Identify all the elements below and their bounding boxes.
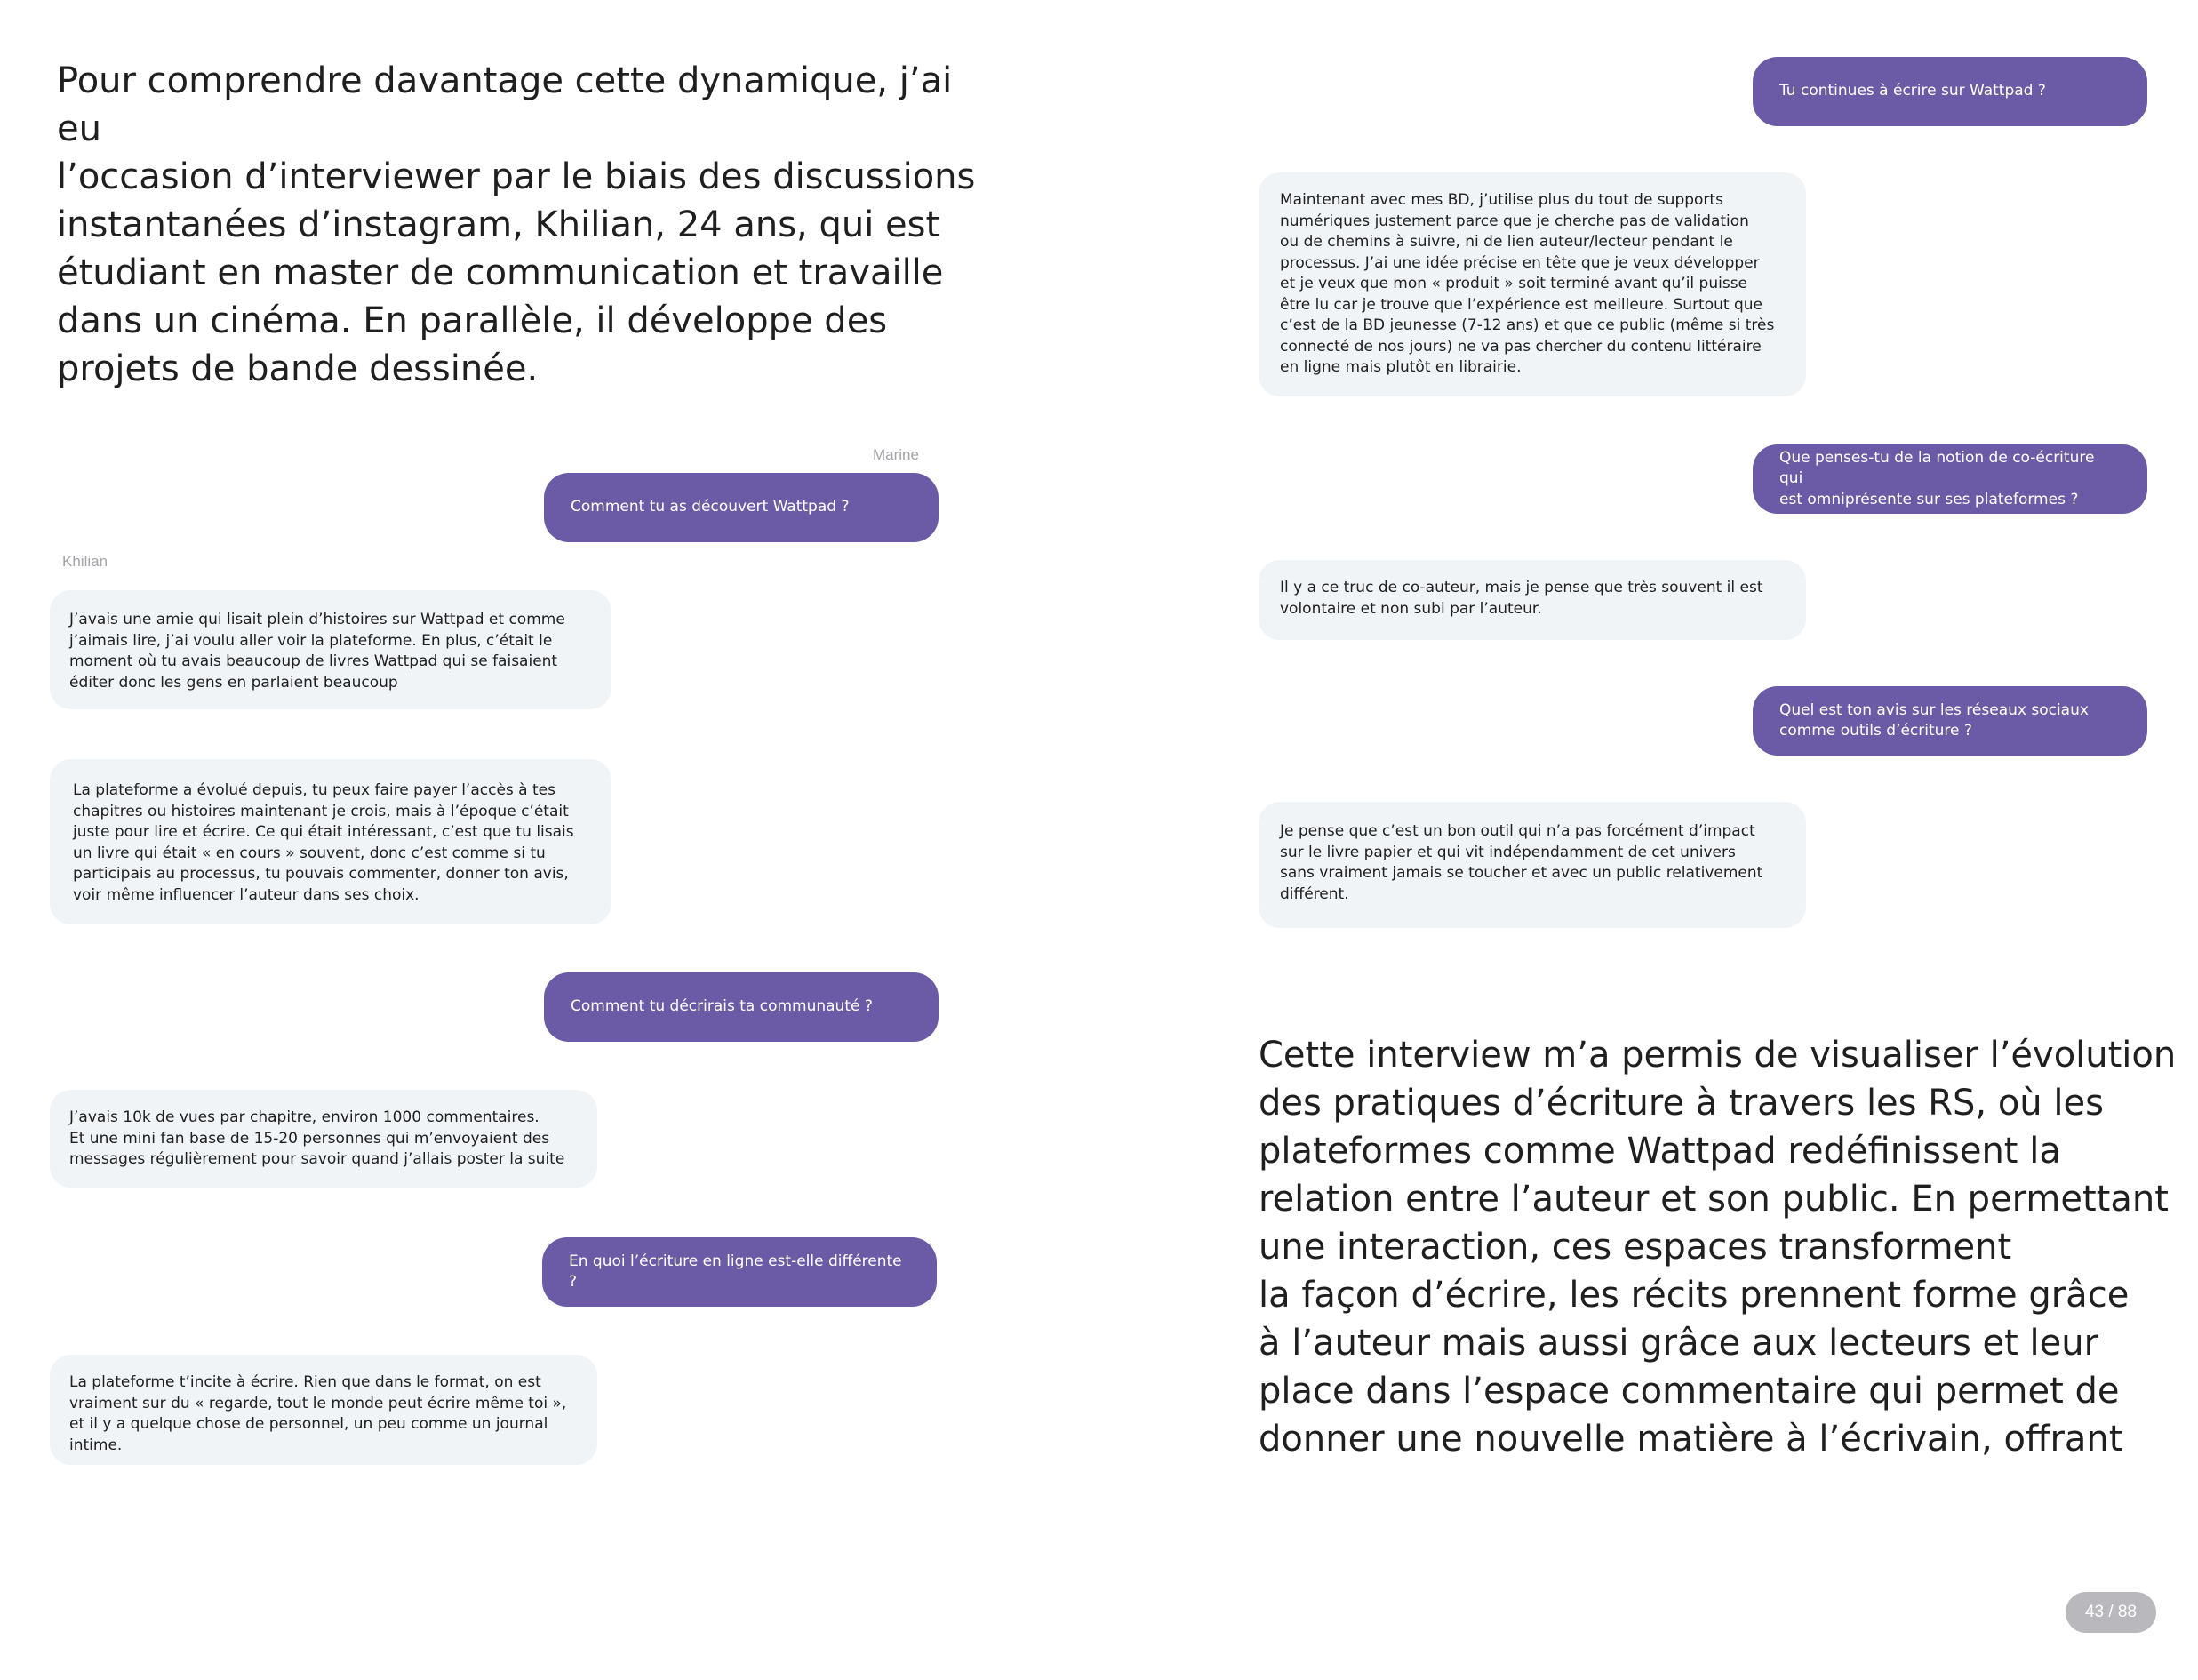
message-sent: Que penses-tu de la notion de co-écriture qui est omniprésente sur ses plateformes ? bbox=[1753, 444, 2147, 514]
message-received: Je pense que c’est un bon outil qui n’a pas forcément d’impact sur le livre papier et qui vit indépendamment de cet univers sans vraiment jamais se toucher et avec un public relativement différent. bbox=[1259, 802, 1806, 928]
interviewee-name-label: Khilian bbox=[62, 553, 108, 570]
message-sent: En quoi l’écriture en ligne est-elle différente ? bbox=[542, 1237, 937, 1307]
message-received: La plateforme t’incite à écrire. Rien que dans le format, on est vraiment sur du « regarde, tout le monde peut écrire même toi », et il y a quelque chose de personnel, un peu comme un journal intime. bbox=[50, 1355, 597, 1465]
message-received: Il y a ce truc de co-auteur, mais je pense que très souvent il est volontaire et non subi par l’auteur. bbox=[1259, 560, 1806, 640]
message-sent: Comment tu as découvert Wattpad ? bbox=[544, 473, 939, 542]
message-received: J’avais une amie qui lisait plein d’histoires sur Wattpad et comme j’aimais lire, j’ai voulu aller voir la plateforme. En plus, c’était le moment où tu avais beaucoup de livres Wattpad qui se faisaient éditer donc les gens en parlaient beaucoup bbox=[50, 590, 611, 709]
message-sent: Quel est ton avis sur les réseaux sociaux comme outils d’écriture ? bbox=[1753, 686, 2147, 756]
intro-paragraph: Pour comprendre davantage cette dynamique, j’ai eu l’occasion d’interviewer par le biais des discussions instantanées d’instagram, Khilian, 24 ans, qui est étudiant en master de communication et travaille dans un cinéma. En parallèle, il développe des projets de bande dessinée. bbox=[57, 60, 976, 389]
message-sent: Comment tu décrirais ta communauté ? bbox=[544, 972, 939, 1042]
page-number-badge: 43 / 88 bbox=[2066, 1592, 2156, 1633]
message-received: J’avais 10k de vues par chapitre, environ 1000 commentaires. Et une mini fan base de 15-20 personnes qui m’envoyaient des messages régulièrement pour savoir quand j’allais poster la suite bbox=[50, 1090, 597, 1188]
message-sent: Tu continues à écrire sur Wattpad ? bbox=[1753, 57, 2147, 126]
message-received: La plateforme a évolué depuis, tu peux faire payer l’accès à tes chapitres ou histoires maintenant je crois, mais à l’époque c’était juste pour lire et écrire. Ce qui était intéressant, c’est que tu lisais un livre qui était « en cours » souvent, donc c’est comme si tu participais au processus, tu pouvais commenter, donner ton avis, voir même influencer l’auteur dans ses choix. bbox=[50, 759, 611, 924]
conclusion-paragraph: Cette interview m’a permis de visualiser l’évolution des pratiques d’écriture à travers les RS, où les plateformes comme Wattpad redéfinissent la relation entre l’auteur et son public. En permettant une interaction, ces espaces transforment la façon d’écrire, les récits prennent forme grâce à l’auteur mais aussi grâce aux lecteurs et leur place dans l’espace commentaire qui permet de donner une nouvelle matière à l’écrivain, offrant bbox=[1259, 1035, 2177, 1460]
message-received: Maintenant avec mes BD, j’utilise plus du tout de supports numériques justement parce que je cherche pas de validation ou de chemins à suivre, ni de lien auteur/lecteur pendant le processus. J’ai une idée précise en tête que je veux développer et je veux que mon « produit » soit terminé avant qu’il puisse être lu car je trouve que l’expérience est meilleure. Surtout que c’est de la BD jeunesse (7-12 ans) et que ce public (même si très connecté de nos jours) ne va pas chercher du contenu littéraire en ligne mais plutôt en librairie. bbox=[1259, 172, 1806, 396]
interviewer-name-label: Marine bbox=[873, 446, 919, 463]
